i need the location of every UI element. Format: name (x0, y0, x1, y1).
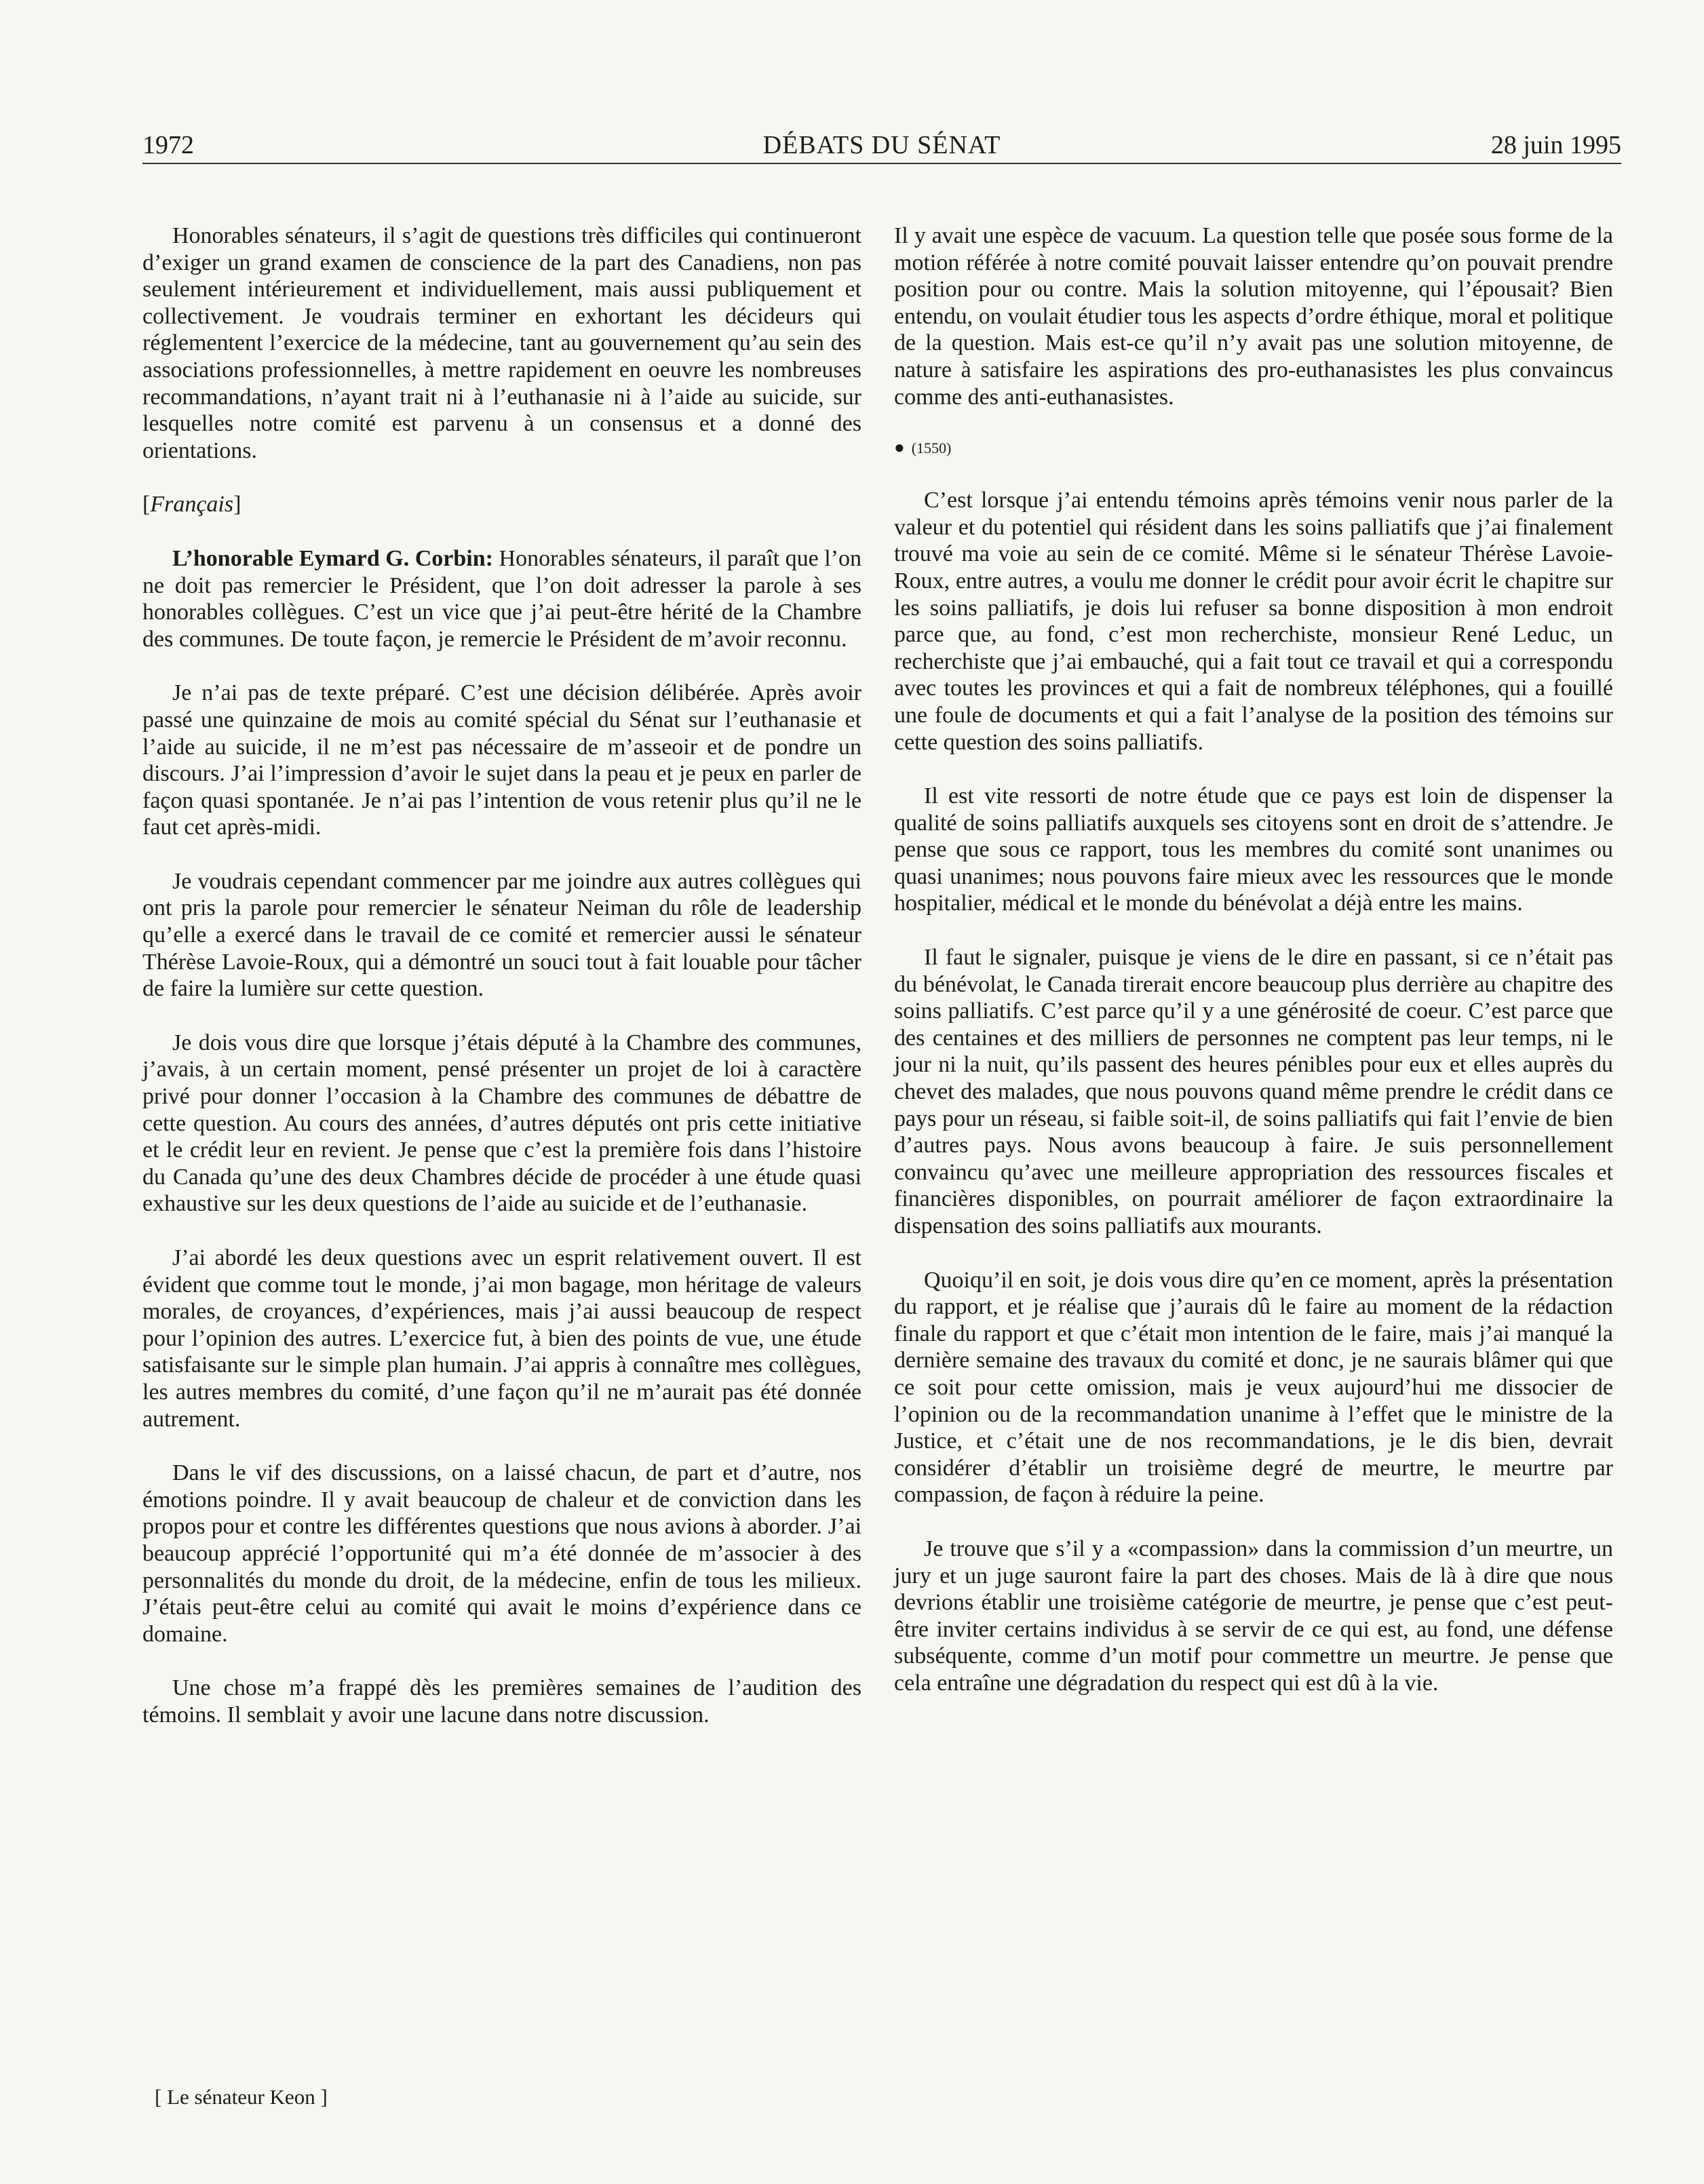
paragraph: Quoiqu’il en soit, je dois vous dire qu’en ce moment, après la présentation du rapport, et je réalise que j’aurais dû le faire au moment de la rédaction finale du rapport et que c’était mon intention de le faire, mais j’ai manqué la dernière semaine des travaux du comité et donc, je ne saurais blâmer qui que ce soit pour cette omission, mais je veux aujourd’hui me dissocier de l’opinion ou de la recommandation unanime à l’effet que le ministre de la Justice, et c’était une de nos recommandations, je le dis bien, devrait considérer d’établir un troisième degré de meurtre, le meurtre par compassion, de façon à réduire la peine. (894, 1267, 1613, 1508)
paragraph: Je n’ai pas de texte préparé. C’est une décision délibérée. Après avoir passé une quinzaine de mois au comité spécial du Sénat sur l’euthanasie et l’aide au suicide, il ne m’est pas nécessaire de m’asseoir et de pondre un discours. J’ai l’impression d’avoir le sujet dans la peau et je peux en parler de façon quasi spontanée. Je n’ai pas l’intention de vous retenir plus qu’il ne le faut cet après-midi. (142, 680, 861, 840)
paragraph: Dans le vif des discussions, on a laissé chacun, de part et d’autre, nos émotions poindre. Il y avait beaucoup de chaleur et de conviction dans les propos pour et contre les différentes questions que nous avions à aborder. J’ai beaucoup apprécié l’opportunité qui m’a été donnée de m’associer à des personnalités du monde du droit, de la médecine, enfin de tous les milieux. J’étais peut-être celui au comité qui avait le moins d’expérience dans ce domaine. (142, 1460, 861, 1647)
page-header (142, 128, 1621, 164)
paragraph: J’ai abordé les deux questions avec un esprit relativement ouvert. Il est évident que comme tout le monde, j’ai mon bagage, mon héritage de valeurs morales, de croyances, d’expériences, mais j’ai aussi beaucoup de respect pour l’opinion des autres. L’exercice fut, à bien des points de vue, une étude satisfaisante sur le simple plan humain. J’ai appris à connaître mes collègues, les autres membres du comité, d’une façon qu’il ne m’aurait pas été donnée autrement. (142, 1245, 861, 1432)
time-marker-text: (1550) (911, 440, 952, 457)
speaker-text: Honorables sénateurs, il paraît que l’on ne doit pas remercier le Président, que l’on doit adresser la parole à ses honorables collègues. C’est un vice que j’ai peut-être hérité de la Chambre des communes. De toute façon, je remercie le Président de m’avoir reconnu. (142, 545, 862, 652)
speaker-name: L’honorable Eymard G. Corbin: (172, 545, 493, 571)
paragraph: C’est lorsque j’ai entendu témoins après témoins venir nous parler de la valeur et du potentiel qui résident dans les soins palliatifs que j’ai finalement trouvé ma voie au sein de ce comité. Même si le sénateur Thérèse Lavoie-Roux, entre autres, a voulu me donner le crédit pour avoir écrit le chapitre sur les soins palliatifs, je dois lui refuser sa bonne disposition à mon endroit parce que, au fond, c’est mon recherchiste, monsieur René Leduc, un recherchiste que j’ai embauché, qui a fait tout ce travail et qui a correspondu avec toutes les provinces et qui a fait de nombreux téléphones, qui a fouillé une foule de documents et qui a fait l’analyse de la position des témoins sur cette question des soins palliatifs. (894, 488, 1613, 755)
speaker-paragraph (142, 545, 861, 652)
language-marker: [Français] (142, 492, 241, 518)
journal-title: DÉBATS DU SÉNAT (762, 131, 1001, 159)
paragraph: Je voudrais cependant commencer par me joindre aux autres collègues qui ont pris la parole pour remercier le sénateur Neiman du rôle de leadership qu’elle a exercé dans le travail de ce comité et remercier aussi le sénateur Thérèse Lavoie-Roux, qui a démontré un souci tout à fait louable pour tâcher de faire la lumière sur cette question. (142, 868, 861, 1002)
right-column (894, 222, 1613, 1724)
bullet-icon: ● (894, 437, 905, 458)
paragraph: Je trouve que s’il y a «compassion» dans la commission d’un meurtre, un jury et un juge sauront faire la part des choses. Mais de là à dire que nous devrions établir une troisième catégorie de meurtre, je pense que c’est peut-être inviter certains individus à se servir de ce qui est, au fond, une défense subséquente, comme d’un motif pour commettre un meurtre. Je pense que cela entraîne une dégradation du respect qui est dû à la vie. (894, 1536, 1613, 1696)
paragraph: Je dois vous dire que lorsque j’étais député à la Chambre des communes, j’avais, à un certain moment, pensé présenter un projet de loi à caractère privé pour donner l’occasion à la Chambre des communes de débattre de cette question. Au cours des années, d’autres députés ont pris cette initiative et le crédit leur en revient. Je pense que c’est la première fois dans l’histoire du Canada qu’une des deux Chambres décide de procéder à une étude quasi exhaustive sur les deux questions de l’aide au suicide et de l’euthanasie. (142, 1030, 861, 1217)
language-marker-text: Français (150, 492, 234, 518)
page-number: 1972 (142, 131, 194, 159)
paragraph: Une chose m’a frappé dès les premières semaines de l’audition des témoins. Il semblait y avoir une lacune dans notre discussion. (142, 1675, 861, 1728)
footer-note: [ Le sénateur Keon ] (155, 2085, 328, 2109)
header-date: 28 juin 1995 (1490, 131, 1621, 159)
left-column (142, 222, 861, 1756)
continued-paragraph: Il y avait une espèce de vacuum. La question telle que posée sous forme de la motion référée à notre comité pouvait laisser entendre qu’on pouvait prendre position pour ou contre. Mais la solution mitoyenne, qui l’épousait? Bien entendu, on voulait étudier tous les aspects d’ordre éthique, moral et politique de la question. Mais est-ce qu’il n’y avait pas une solution mitoyenne, de nature à satisfaire les aspirations des pro-euthanasistes les plus convaincus comme des anti-euthanasistes. (894, 223, 1613, 410)
paragraph: Honorables sénateurs, il s’agit de questions très difficiles qui continueront d’exiger un grand examen de conscience de la part des Canadiens, non pas seulement intérieurement et individuellement, mais aussi publiquement et collectivement. Je voudrais terminer en exhortant les décideurs qui réglementent l’exercice de la médecine, tant au gouvernement qu’au sein des associations professionnelles, à mettre rapidement en oeuvre les nombreuses recommandations, n’ayant trait ni à l’euthanasie ni à l’aide au suicide, sur lesquelles notre comité est parvenu à un consensus et a donné des orientations. (142, 223, 861, 463)
paragraph: Il faut le signaler, puisque je viens de le dire en passant, si ce n’était pas du bénévolat, le Canada tirerait encore beaucoup plus derrière au chapitre des soins palliatifs. C’est parce qu’il y a une générosité de coeur. C’est parce que des centaines et des milliers de personnes ne comptent pas leur temps, ni le jour ni la nuit, qu’ils passent des heures pénibles pour eux et elles auprès du chevet des malades, que nous pouvons quand même prendre le crédit dans ce pays pour un réseau, si faible soit-il, de soins palliatifs qui fait l’envie de bien d’autres pays. Nous avons beaucoup à faire. Je suis personnellement convaincu qu’avec une meilleure appropriation des ressources fiscales et financières disponibles, on pourrait améliorer de façon extraordinaire la dispensation des soins palliatifs aux mourants. (894, 945, 1613, 1239)
paragraph: Il est vite ressorti de notre étude que ce pays est loin de dispenser la qualité de soins palliatifs auxquels ses citoyens sont en droit de s’attendre. Je pense que sous ce rapport, tous les membres du comité sont unanimes ou quasi unanimes; nous pouvons faire mieux avec les ressources que le monde hospitalier, médical et le monde du bénévolat a déjà entre les mains. (894, 783, 1613, 916)
time-marker (894, 437, 1613, 459)
